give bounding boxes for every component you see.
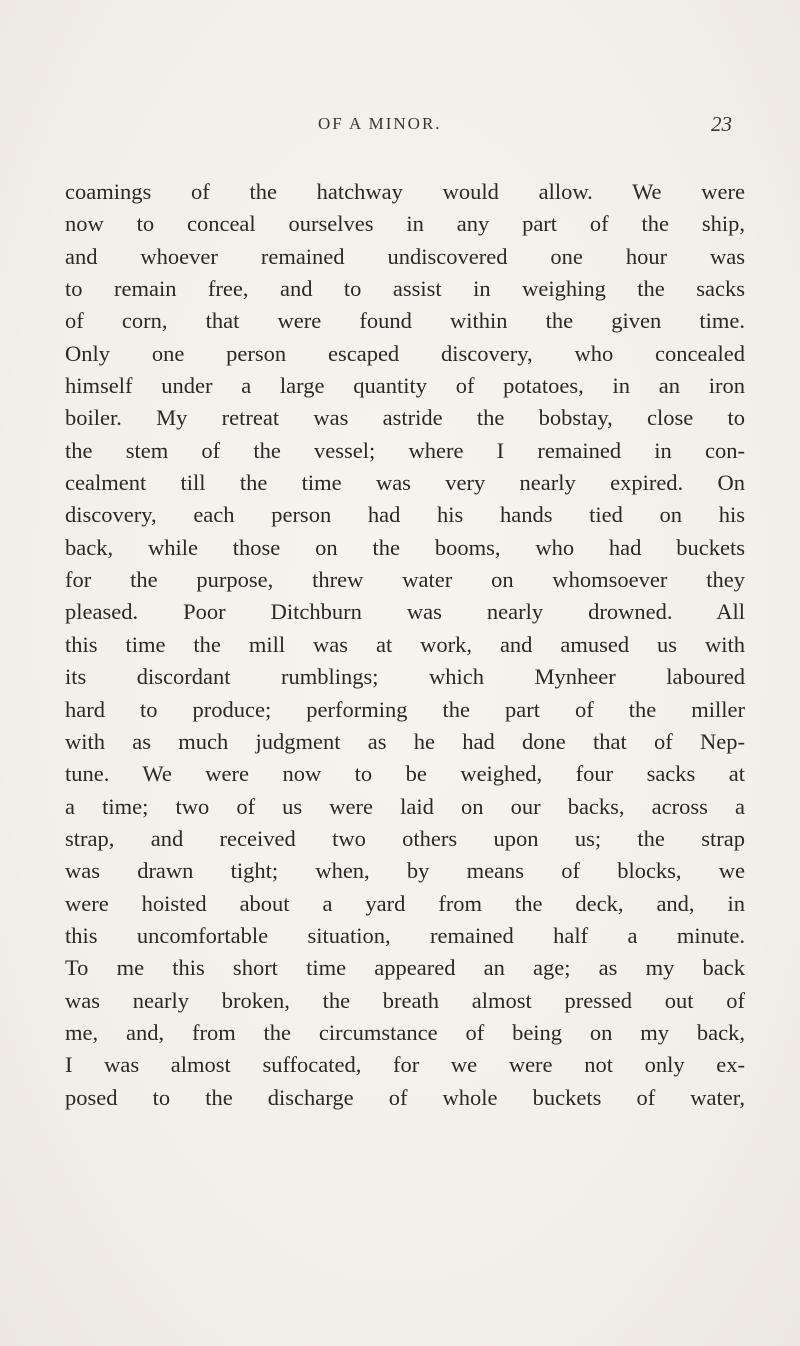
- text-line: for the purpose, threw water on whomsoever they: [65, 567, 745, 593]
- text-line: now to conceal ourselves in any part of the ship,: [65, 211, 745, 237]
- running-head: OF A MINOR.: [318, 114, 442, 133]
- text-line: posed to the discharge of whole buckets of water,: [65, 1084, 745, 1110]
- text-line: himself under a large quantity of potatoes, in an iron: [65, 373, 745, 399]
- text-line: me, and, from the circumstance of being on my back,: [65, 1019, 745, 1045]
- text-line: hard to produce; performing the part of the miller: [65, 696, 745, 722]
- text-line: to remain free, and to assist in weighing the sacks: [65, 276, 745, 302]
- text-line: back, while those on the booms, who had buckets: [65, 534, 745, 560]
- page-header: [0, 114, 800, 138]
- text-line: pleased. Poor Ditchburn was nearly drowned. All: [65, 599, 745, 625]
- text-line: strap, and received two others upon us; the strap: [65, 825, 745, 851]
- text-line: boiler. My retreat was astride the bobstay, close to: [65, 405, 745, 431]
- body-text: [65, 176, 745, 1114]
- text-line: Only one person escaped discovery, who concealed: [65, 340, 745, 366]
- text-line: this time the mill was at work, and amused us with: [65, 631, 745, 657]
- text-line: and whoever remained undiscovered one hour was: [65, 243, 745, 269]
- text-line: coamings of the hatchway would allow. We were: [65, 179, 745, 204]
- page-number: 23: [711, 112, 732, 136]
- text-line: the stem of the vessel; where I remained in con-: [65, 437, 745, 463]
- text-line: this uncomfortable situation, remained half a minute.: [65, 922, 745, 948]
- text-line: tune. We were now to be weighed, four sacks at: [65, 761, 745, 787]
- text-line: I was almost suffocated, for we were not only ex-: [65, 1052, 745, 1078]
- text-line: discovery, each person had his hands tied on his: [65, 502, 745, 528]
- text-line: with as much judgment as he had done that of Nep-: [65, 728, 745, 754]
- text-line: cealment till the time was very nearly expired. On: [65, 470, 745, 496]
- text-line: of corn, that were found within the given time.: [65, 308, 745, 334]
- text-line: were hoisted about a yard from the deck, and, in: [65, 890, 745, 916]
- text-line: was drawn tight; when, by means of blocks, we: [65, 858, 745, 884]
- text-line: a time; two of us were laid on our backs, across a: [65, 793, 745, 819]
- text-line: was nearly broken, the breath almost pressed out of: [65, 987, 745, 1013]
- text-line: To me this short time appeared an age; as my back: [65, 955, 745, 981]
- text-line: its discordant rumblings; which Mynheer laboured: [65, 664, 745, 690]
